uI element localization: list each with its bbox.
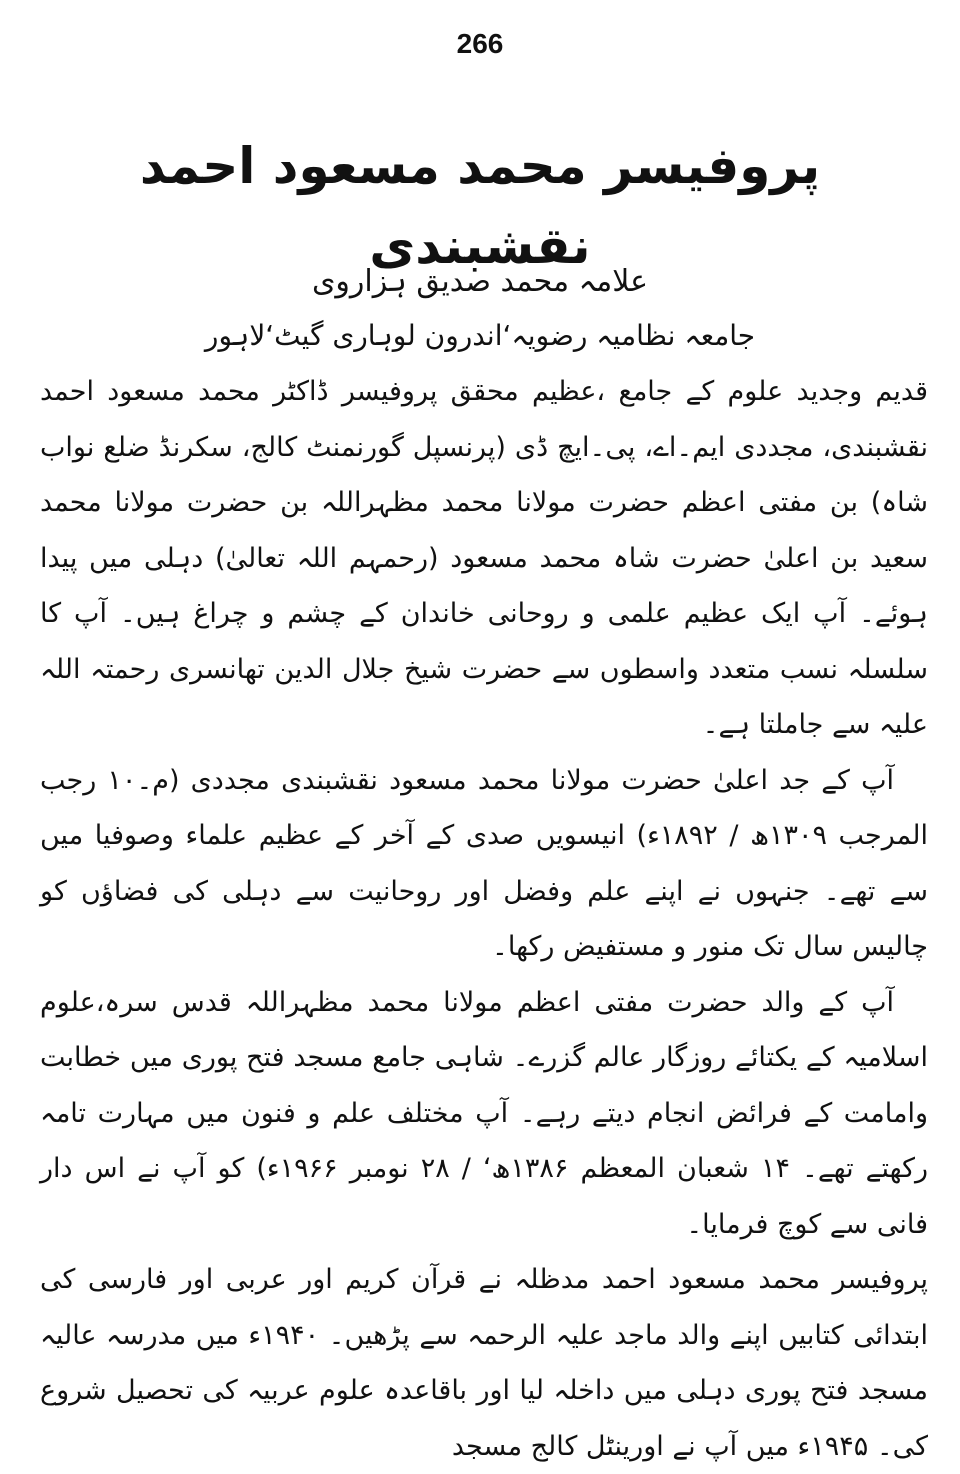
paragraph-father: آپ کے والد حضرت مفتی اعظم مولانا محمد مظہراللہ قدس سرہ،علوم اسلامیہ کے یکتائے روزگار عالم گزرے۔ شاہی جامع مسجد فتح پوری میں خطابت وامامت کے فرائض انجام دیتے رہے۔ آپ مختلف علم و فنون میں مہارت تامہ رکھتے تھے۔ ۱۴ شعبان المعظم ۱۳۸۶ھ‘ / ۲۸ نومبر ۱۹۶۶ء) کو آپ نے اس دار فانی سے کوچ فرمایا۔ [40, 986, 928, 1240]
author-name: علامہ محمد صدیق ہزاروی [311, 264, 649, 299]
paragraph-education: پروفیسر محمد مسعود احمد مدظلہ نے قرآن کریم اور عربی اور فارسی کی ابتدائی کتابیں اپنے والد ماجد علیہ الرحمہ سے پڑھیں۔ ۱۹۴۰ء میں مدرسہ عالیہ مسجد فتح پوری دہلی میں داخلہ لیا اور باقاعدہ علوم عربیہ کی تحصیل شروع کی۔ ۱۹۴۵ء میں آپ نے اورینٹل کالج مسجد [40, 1264, 928, 1462]
author-affiliation: جامعہ نظامیہ رضویہ‘اندرون لوہاری گیٹ‘لاہور [204, 319, 756, 352]
article-body [26, 364, 934, 1474]
article-title: پروفیسر محمد مسعود احمد نقشبندی [139, 137, 821, 275]
paragraph-ancestor: آپ کے جد اعلیٰ حضرت مولانا محمد مسعود نقشبندی مجددی (م۔۱۰ رجب المرجب ۱۳۰۹ھ / ۱۸۹۲ء) انیسویں صدی کے آخر کے عظیم علماء وصوفیا میں سے تھے۔ جنہوں نے اپنے علم وفضل اور روحانیت سے دہلی کی فضاؤں کو چالیس سال تک منور و مستفیض رکھا۔ [40, 764, 928, 962]
page-number: 266 [456, 28, 504, 59]
paragraph-intro: قدیم وجدید علوم کے جامع ،عظیم محقق پروفیسر ڈاکٹر محمد مسعود احمد نقشبندی، مجددی ایم۔اے، پی۔ایچ ڈی (پرنسپل گورنمنٹ کالج، سکرنڈ ضلع نواب شاہ) بن مفتی اعظم حضرت مولانا محمد مظہراللہ بن حضرت مولانا محمد سعید بن اعلیٰ حضرت شاہ محمد مسعود (رحمہم اللہ تعالیٰ) دہلی میں پیدا ہوئے۔ آپ ایک عظیم علمی و روحانی خاندان کے چشم و چراغ ہیں۔ آپ کا سلسلہ نسب متعدد واسطوں سے حضرت شیخ جلال الدین تھانسری رحمتہ اللہ علیہ سے جاملتا ہے۔ [40, 376, 928, 740]
